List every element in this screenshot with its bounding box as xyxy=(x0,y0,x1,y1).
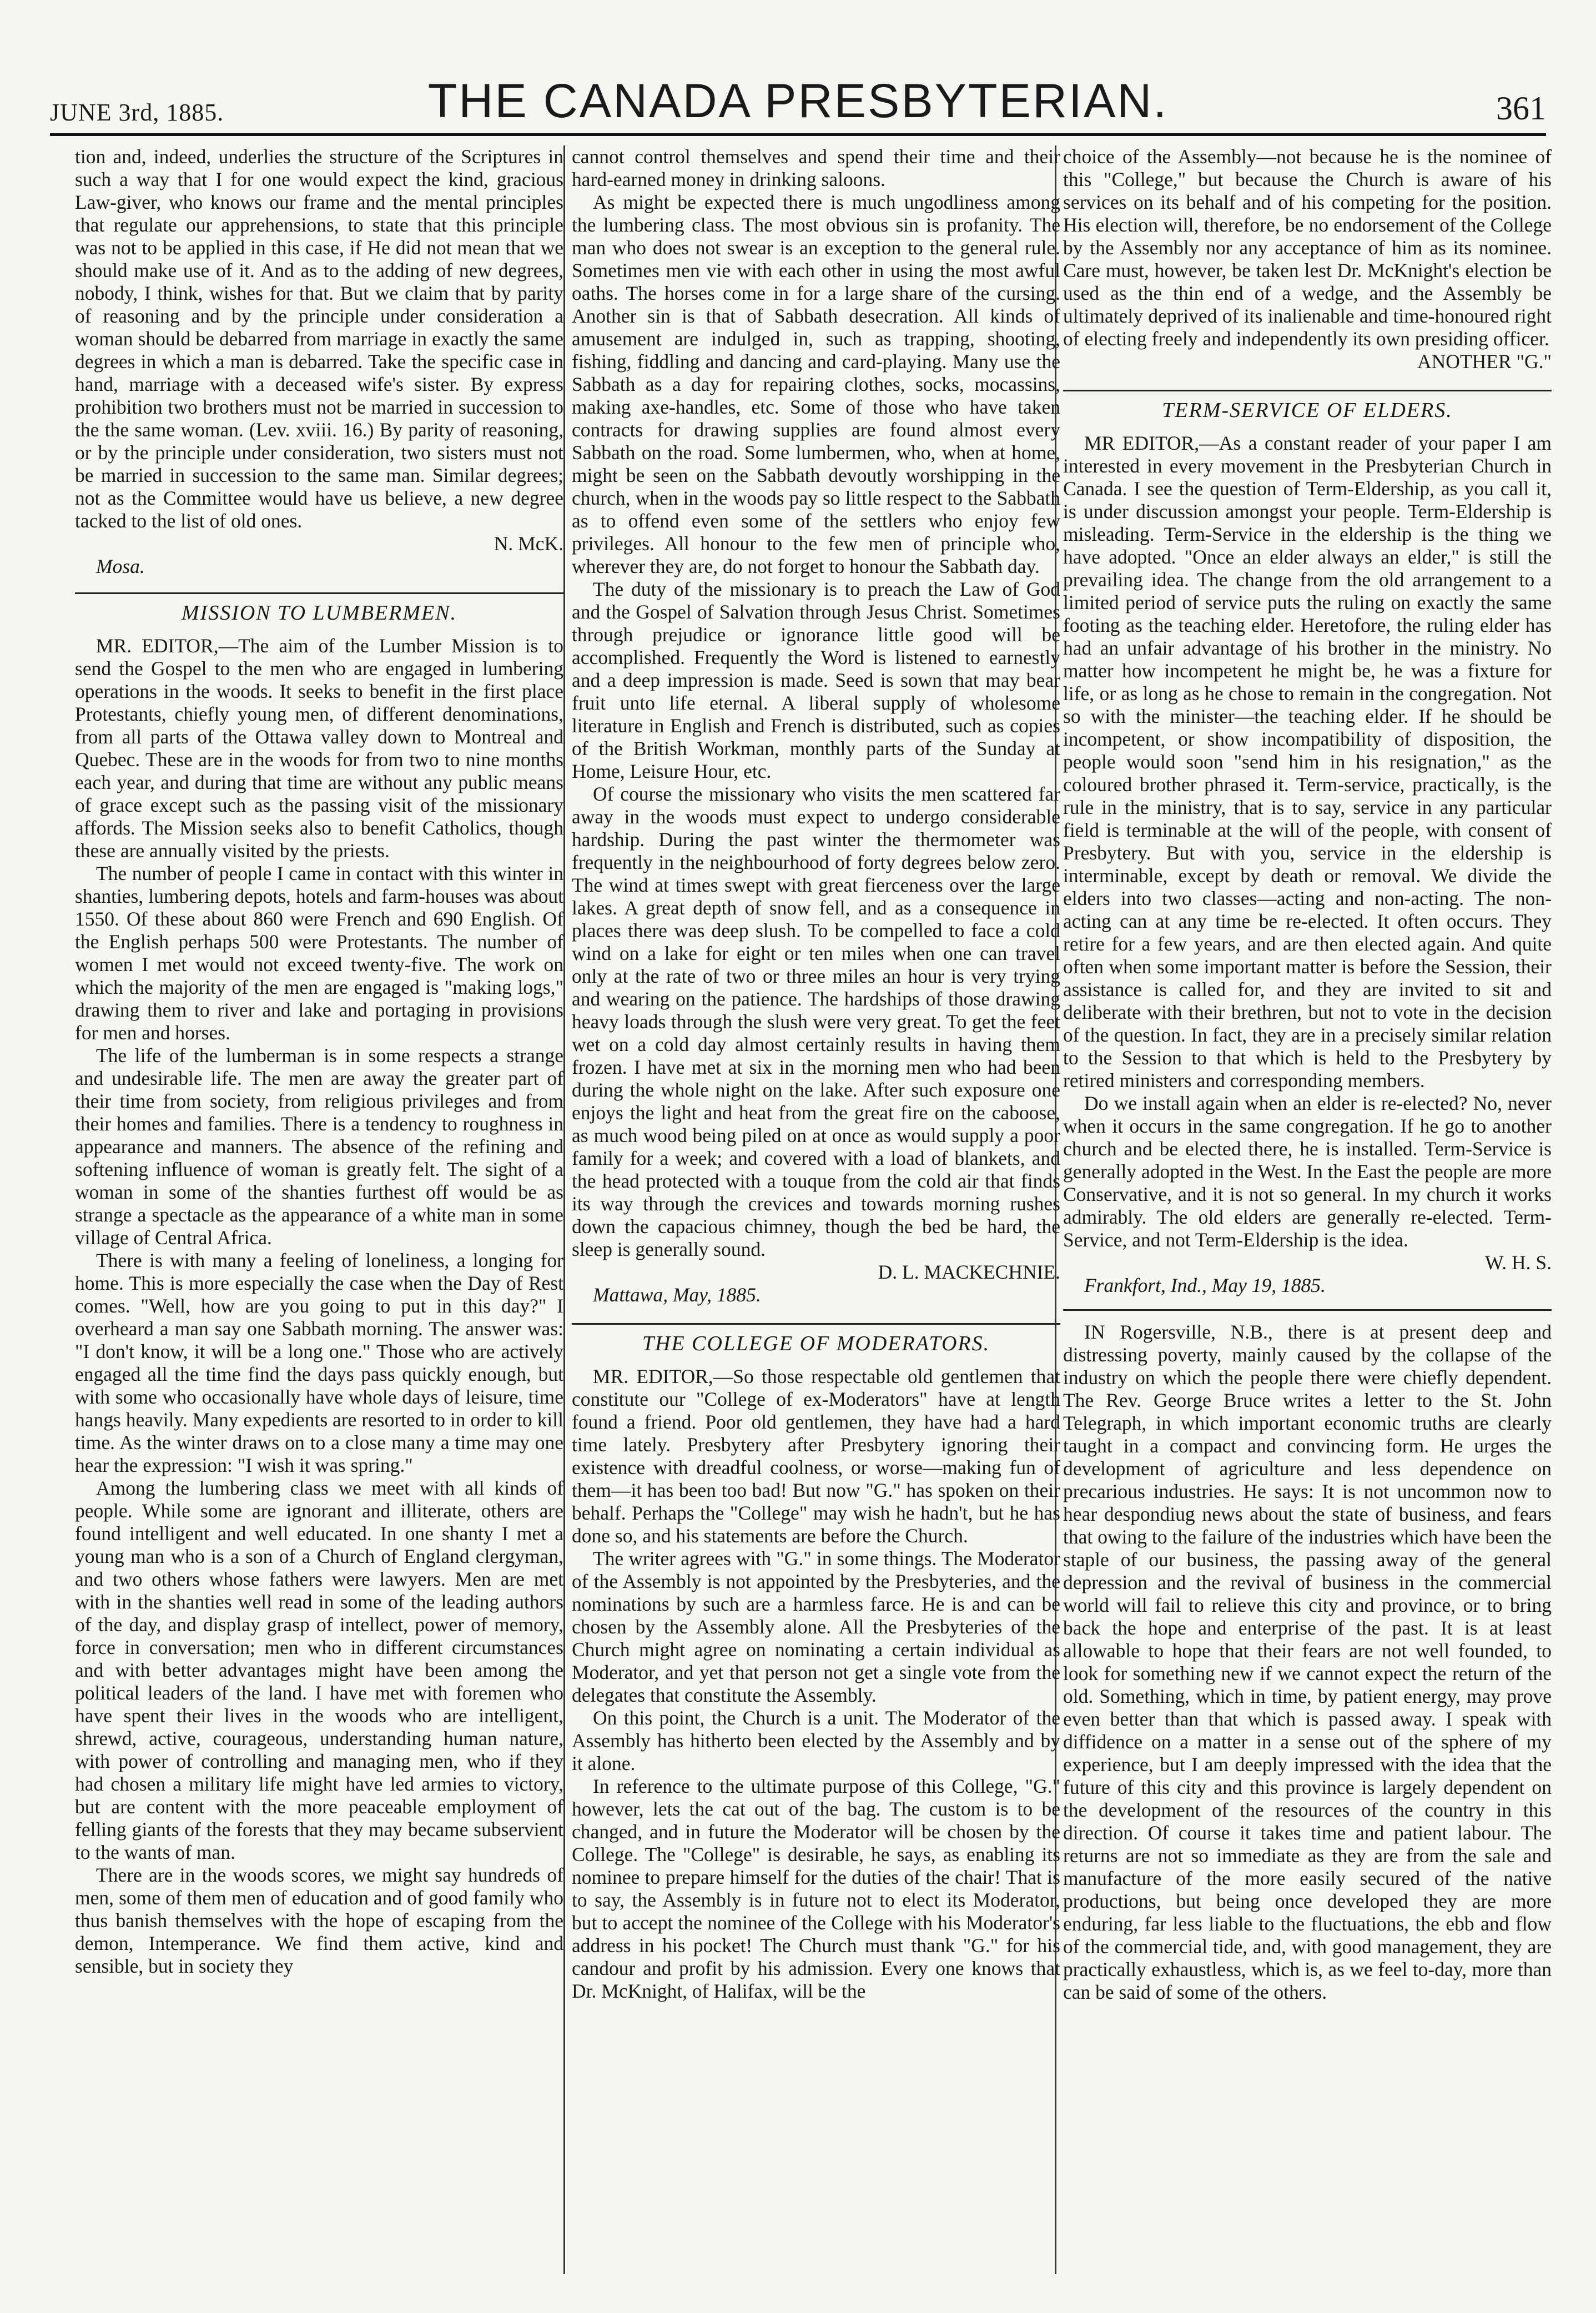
page-number: 361 xyxy=(1496,90,1546,127)
column-1 xyxy=(75,145,563,2280)
column-2 xyxy=(572,145,1060,2280)
article-paragraph: The number of people I came in contact with this winter in shanties, lumbering depots, hotels and farm-houses was about 1550. Of these about 860 were French and 690 English. Of the English perhaps 500 were Protestants. The number of women I met would not exceed twenty-five. The work on which the majority of the men are engaged is "making logs," drawing them to river and lake and portaging in provisions for men and horses. xyxy=(75,862,563,1044)
newspaper-title: THE CANADA PRESBYTERIAN. xyxy=(427,74,1169,128)
article-signature: D. L. MACKECHNIE. xyxy=(878,1261,1060,1283)
article-paragraph: MR. EDITOR,—The aim of the Lumber Mission is to send the Gospel to the men who are engaged in lumbering operations in the woods. It seeks to benefit in the first place Protestants, chiefly young men, of different denominations, from all parts of the Ottawa valley down to Montreal and Quebec. These are in the woods for from two to nine months each year, and during that time are without any public means of grace except such as the passing visit of the missionary affords. The Mission seeks also to benefit Catholics, though these are annually visited by the priests. xyxy=(75,635,563,862)
article-signature: W. H. S. xyxy=(1484,1251,1552,1274)
article-paragraph: The duty of the missionary is to preach the Law of God and the Gospel of Salvation through Jesus Christ. Sometimes through prejudice or ignorance little good will be accomplished. Frequently the Word is listened to earnestly and a deep impression is made. Seed is sown that may bear fruit unto life eternal. A liberal supply of wholesome literature in English and French is distributed, such as copies of the British Workman, monthly parts of the Sunday at Home, Leisure Hour, etc. xyxy=(572,578,1060,782)
article-paragraph: As might be expected there is much ungodliness among the lumbering class. The most obvious sin is profanity. The man who does not swear is an exception to the general rule. Sometimes men vie with each other in using the most awful oaths. The horses come in for a large share of the cursing. Another sin is that of Sabbath desecration. All kinds of amusement are indulged in, such as trapping, shooting, fishing, fiddling and dancing and card-playing. Many use the Sabbath as a day for repairing clothes, socks, mocassins, making axe-handles, etc. Some of those who have taken contracts for drawing supplies are found almost every Sabbath on the road. Some lumbermen, who, when at home, might be seen on the Sabbath devoutly worshipping in the church, when in the woods pay so little respect to the Sabbath as to offend even some of the settlers who enjoy few privileges. All honour to the few men of principle who, wherever they are, do not forget to honour the Sabbath day. xyxy=(572,191,1060,577)
article-paragraph: The life of the lumberman is in some respects a strange and undesirable life. The men are away the greater part of their time from society, from religious privileges and from their homes and families. There is a tendency to roughness in appearance and manners. The absence of the refining and softening influence of woman is greatly felt. The sight of a woman in some of the shanties furthest off would be as strange a spectacle as the appearance of a white man in some village of Central Africa. xyxy=(75,1044,563,1249)
issue-date: JUNE 3rd, 1885. xyxy=(50,99,224,126)
article-paragraph: tion and, indeed, underlies the structure of the Scriptures in such a way that I for one would expect the kind, gracious Law-giver, who knows our frame and the mental principles that regulate our apprehensions, to state that this principle was not to be applied in this case, if He did not mean that we should make use of it. And as to the adding of new degrees, nobody, I think, wishes for that. But we claim that by parity of reasoning and by the principle under consideration a woman should be debarred from marriage in exactly the same degrees in which a man is debarred. Take the specific case in hand, marriage with a deceased wife's sister. By express prohibition two brothers must not be married in succession to the the same woman. (Lev. xviii. 16.) By parity of reasoning, or by the principle under consideration, two sisters must not be married in succession to the same man. Similar degrees; not as the Committee would have us believe, a new degree tacked to the list of old ones. xyxy=(75,145,563,532)
column-3 xyxy=(1063,145,1552,2280)
article-paragraph: MR. EDITOR,—So those respectable old gentlemen that constitute our "College of ex-Moderators" have at length found a friend. Poor old gentlemen, they have had a hard time lately. Presbytery after Presbytery ignoring their existence with dreadful coolness, or worse—making fun of them—it has been too bad! But now "G." has spoken on their behalf. Perhaps the "College" may wish he hadn't, but he has done so, and his statements are before the Church. xyxy=(572,1365,1060,1547)
article-paragraph: IN Rogersville, N.B., there is at present deep and distressing poverty, mainly caused by the collapse of the industry on which the people there were chiefly dependent. The Rev. George Bruce writes a letter to the St. John Telegraph, in which important economic truths are clearly taught in a compact and convincing form. He urges the development of agriculture and less dependence on precarious industries. He says: It is not uncommon now to hear despondiug news about the state of business, and fears that owing to the failure of the industries which have been the staple of our business, the passing away of the general depression and the revival of business in the commercial world will fail to relieve this city and province, or to bring back the hope and enterprise of the past. It is at least allowable to hope that their fears are not well founded, to look for something new if we cannot expect the return of the old. Something, which in time, by patient energy, may prove even better than that which is passed away. I speak with diffidence on a matter in a sense out of the sphere of my experience, but I am deeply impressed with the idea that the future of this city and this province is largely dependent on the development of the resources of the country in this direction. Of course it takes time and patient labour. The returns are not so immediate as they are from the sale and manufacture of the more easily secured of the native productions, but being once developed they are more enduring, far less liable to the fluctuations, the ebb and flow of the commercial tide, and, with good management, they are practically exhaustless, which is, as we feel to-day, more than can be said of some of the others. xyxy=(1063,1321,1552,2003)
article-paragraph: Among the lumbering class we meet with all kinds of people. While some are ignorant and illiterate, others are found intelligent and well educated. In one shanty I met a young man who is a son of a Church of England clergyman, and two others whose fathers were lawyers. Men are met with in the shanties well read in some of the leading authors of the day, and display grasp of intellect, power of memory, force in conversation; men who in different circumstances and with better advantages might have been among the political leaders of the land. I have met with foremen who have spent their lives in the woods who are intelligent, shrewd, active, courageous, understanding human nature, with power of controlling and managing men, who if they had chosen a military life might have led armies to victory, but are content with the more peaceable employment of felling giants of the forests that they may became subservient to the wants of man. xyxy=(75,1477,563,1863)
article-heading: MISSION TO LUMBERMEN. xyxy=(75,592,563,625)
article-paragraph: cannot control themselves and spend their time and their hard-earned money in drinking saloons. xyxy=(572,145,1060,190)
article-paragraph: There is with many a feeling of loneliness, a longing for home. This is more especially the case when the Day of Rest comes. "Well, how are you going to put in this day?" I overheard a man say one Sabbath morning. The answer was: "I don't know, it will be a long one." Those who are actively engaged all the time find the days pass quickly enough, but with some who occasionally have whole days of leisure, time hangs heavily. Many expedients are resorted to in order to kill time. As the winter draws on to a close many a time may one hear the expression: "I wish it was spring." xyxy=(75,1249,563,1476)
article-dateline: Frankfort, Ind., May 19, 1885. xyxy=(1084,1274,1326,1296)
article-signature: ANOTHER "G." xyxy=(1417,350,1552,373)
article-paragraph: MR EDITOR,—As a constant reader of your paper I am interested in every movement in the Presbyterian Church in Canada. I see the question of Term-Eldership, as you call it, is under discussion amongst your people. Term-Eldership is misleading. Term-Service in the eldership is the thing we have adopted. "Once an elder always an elder," is still the prevailing idea. The change from the old arrangement to a limited period of service puts the ruling on exactly the same footing as the teaching elder. Heretofore, the ruling elder has had an unfair advantage of his brother in the ministry. No matter how incompetent he might be, he was a fixture for life, or as long as he chose to remain in the congregation. Not so with the minister—the teaching elder. If he should be incompetent, or show incompatibility of disposition, the people would soon "send him in his resignation," as the coloured brother phrased it. Term-service, practically, is the rule in the ministry, that is to say, service in any particular field is terminable at the will of the people, with consent of Presbytery. But with you, service in the eldership is interminable, except by death or removal. We divide the elders into two classes—acting and non-acting. The non-acting can at any time be re-elected. It often occurs. They retire for a few years, and are then elected again. And quite often when some important matter is before the Session, their assistance is called for, and they are invited to sit and deliberate with their brethren, but not to vote in the decision of the question. In fact, they are in a precisely similar relation to the Session to that which is held to the Presbytery by retired ministers and corresponding members. xyxy=(1063,432,1552,1092)
article-paragraph: choice of the Assembly—not because he is the nominee of this "College," but because the Church is aware of his services on its behalf and of his competing for the position. His election will, therefore, be no endorsement of the College by the Assembly nor any acceptance of him as its nominee. Care must, however, be taken lest Dr. McKnight's election be used as the thin end of a wedge, and the Assembly be ultimately deprived of its inalienable and time-honoured right of electing freely and independently its own presiding officer. xyxy=(1063,145,1552,350)
article-signature: N. McK. xyxy=(494,532,563,555)
article-dateline: Mattawa, May, 1885. xyxy=(593,1284,761,1306)
article-paragraph: The writer agrees with "G." in some things. The Moderator of the Assembly is not appointed by the Presbyteries, and the nominations by such are a harmless farce. He is and can be chosen by the Assembly alone. All the Presbyteries of the Church might agree on nominating a certain individual as Moderator, and yet that person not get a single vote from the delegates that constitute the Assembly. xyxy=(572,1547,1060,1706)
article-paragraph: There are in the woods scores, we might say hundreds of men, some of them men of education and of good family who thus banish themselves with the hope of escaping from the demon, Intemperance. We find them active, kind and sensible, but in society they xyxy=(75,1864,563,1977)
article-paragraph: Do we install again when an elder is re-elected? No, never when it occurs in the same congregation. If he go to another church and be elected there, he is installed. Term-Service is generally adopted in the West. In the East the people are more Conservative, and it is not so general. In my church it works admirably. The old elders are generally re-elected. Term-Service, and not Term-Eldership is the idea. xyxy=(1063,1092,1552,1251)
section-divider xyxy=(1063,1309,1552,1311)
article-paragraph: In reference to the ultimate purpose of this College, "G." however, lets the cat out of the bag. The custom is to be changed, and in future the Moderator will be chosen by the College. The "College" is desirable, he says, as enabling its nominee to prepare himself for the duties of the chair! That is to say, the Assembly is in future not to elect its Moderator, but to accept the nominee of the College with his Moderator's address in his pocket! The Church must thank "G." for his candour and profit by his admission. Every one knows that Dr. McKnight, of Halifax, will be the xyxy=(572,1775,1060,2002)
article-heading: THE COLLEGE OF MODERATORS. xyxy=(572,1323,1060,1355)
column-rule xyxy=(563,145,565,2274)
masthead xyxy=(50,61,1546,136)
article-heading: TERM-SERVICE OF ELDERS. xyxy=(1063,390,1552,422)
article-paragraph: On this point, the Church is a unit. The Moderator of the Assembly has hitherto been elected by the Assembly and by it alone. xyxy=(572,1707,1060,1774)
article-paragraph: Of course the missionary who visits the men scattered far away in the woods must expect to undergo considerable hardship. During the past winter the thermometer was frequently in the neighbourhood of forty degrees below zero. The wind at times swept with great fierceness over the large lakes. A great depth of snow fell, and as a consequence in places there was deep slush. To be compelled to face a cold wind on a lake for eight or ten miles when one can travel only at the rate of two or three miles an hour is very trying and wearing on the patience. The hardships of those drawing heavy loads through the slush were very great. To get the feet wet on a cold day almost certainly results in having them frozen. I have met at six in the morning men who had been during the whole night on the lake. After such exposure one enjoys the light and heat from the great fire on the caboose, as much wood being piled on at once as would supply a poor family for a week; and covered with a load of blankets, and the head protected with a touque from the cold air that finds its way through the crevices and towards morning rushes down the capacious chimney, though the bed be hard, the sleep is generally sound. xyxy=(572,783,1060,1260)
article-dateline: Mosa. xyxy=(96,555,145,577)
